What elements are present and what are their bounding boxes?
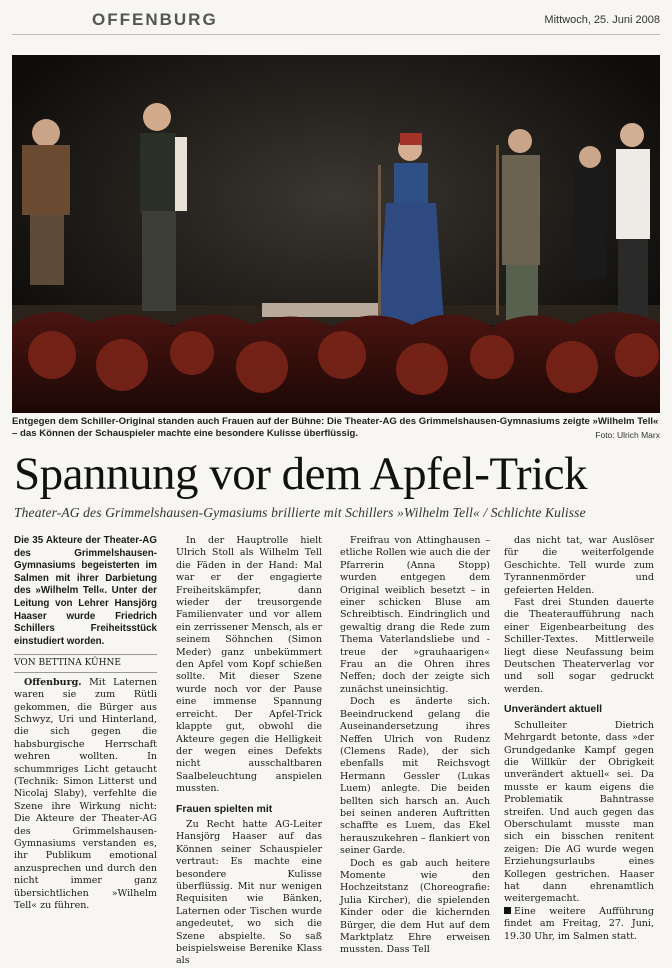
paragraph: Offenburg. Mit Laternen waren sie zum Rütli gekommen, die Bürger aus Schwyz, Uri und Hinterland, die sich gegen die habsburgische Herrschaft wehren wollten. In schummriges Licht getaucht (Technik: Simon Litterst und Nicolaj Slaby), verfehlte die Szene ihre Wirkung nicht: Die Akteure der Theater-AG des Grimmelshausen-Gymnasiums verstanden es, ihr Publikum emotional anzusprechen und durch den nicht immer ganz übersichtlichen »Wilhelm Tell« zu führen.: [14, 676, 157, 912]
article-column-2: [176, 535, 322, 968]
article-column-1: [14, 535, 157, 912]
square-bullet-icon: [504, 907, 511, 914]
dateline: Offenburg.: [24, 676, 82, 688]
paragraph: Fast drei Stunden dauerte die Theateraufführung nach einer Eigenbearbeitung des Schiller-Textes. Mittlerweile liegt diese Neufassung beim Deutschen Theaterverlag vor und soll sogar gedruckt werden.: [504, 597, 654, 695]
paragraph: In der Hauptrolle hielt Ulrich Stoll als Wilhelm Tell die Fäden in der Hand: Mal war er der engagierte Freiheitskämpfer, dann wieder der treusorgende Familienvater und vor allem ein zerrissener Mensch, als er seinem Söhnchen (Simon Meder) ganz unbekümmert den Apfel vom Kopf schießen sollte. Mit dieser Szene wurde noch vor der Pause eine immense Spannung erreicht. Der Apfel-Trick klappte gut, obwohl die Akteure gegen die Helligkeit der wegen eines Defekts nicht ausschaltbaren Saalbeleuchtung anspielen mussten.: [176, 535, 322, 795]
paragraph: das nicht tat, war Auslöser für die weiterfolgende Geschichte. Tell wurde zum Tyrannenmörder und gefeierten Helden.: [504, 535, 654, 596]
photo-caption: Entgegen dem Schiller-Original standen auch Frauen auf der Bühne: Die Theater-AG des Grimmelshausen-Gymnasiums zeigte »Wilhelm Tell« – das Können der Schauspieler machte eine besondere Kulisse überflüssig.: [12, 416, 659, 439]
article-column-4: [504, 535, 654, 943]
paragraph: Doch es änderte sich. Beeindruckend gelang die Auseinandersetzung ihres Neffen Ulrich von Rudenz (Clemens Rade), der sich ebenfalls mit Reichsvogt Hermann Gessler (Lukas Luem) anlegte. Die beiden bellten sich harsch an. Auch bei seinen anderen Auftritten schaffte es Luem, das Ekel herauszukehren – flankiert von seiner Garde.: [340, 696, 490, 857]
subheading: Unverändert aktuell: [504, 703, 603, 716]
stage-scene-illustration: [12, 55, 660, 413]
page-header: [12, 8, 660, 35]
paragraph: Doch es gab auch heitere Momente wie den Hochzeitstanz (Choreografie: Julia Kircher), die spielenden Kinder oder die kichernden Bürger, die dem Hut auf dem Marktplatz Ehre erweisen mussten. Dass Tell: [340, 857, 490, 956]
article-subhead: Theater-AG des Grimmelshausen-Gymasiums brillierte mit Schillers »Wilhelm Tell« / Schlichte Kulisse: [14, 505, 586, 520]
paragraph: Schulleiter Dietrich Mehrgardt betonte, dass »der Grundgedanke Kampf gegen die Willkür der Obrigkeit unverändert aktuell« sei. Da musste er kaum eigens die Problematik Bahntrasse streifen. Und auch gegen das Oberschulamt musste man sich ein bisschen renitent zeigen: Die AG wurde wegen Erziehungsurlaubs eines Kollegen gestrichen. Haaser hat dann ehrenamtlich weitergemacht.: [504, 719, 654, 905]
article-headline: Spannung vor dem Apfel-Trick: [14, 448, 588, 500]
subheading: Frauen spielten mit: [176, 802, 273, 815]
photo-credit: Foto: Ulrich Marx: [595, 430, 660, 440]
article-photo: [12, 55, 660, 413]
article-lead: Die 35 Akteure der Theater-AG des Grimmelshausen-Gymnasiums begeisterten im Salmen mit ihrer Darbietung des »Wilhelm Tell«. Unter der Leitung von Lehrer Hansjörg Haaser wurde Friedrich Schillers Freiheitsstück einstudiert worden.: [14, 535, 157, 647]
section-title: OFFENBURG: [92, 10, 218, 29]
performance-note: Eine weitere Aufführung findet am Freitag, 27. Juni, 19.30 Uhr, im Salmen statt.: [504, 905, 654, 942]
paragraph: Freifrau von Attinghausen – etliche Rollen wie auch die der Pfarrerin (Anna Stopp) wurden entgegen dem Original weiblich besetzt – in einer schicken Bluse am Schreibtisch. Eindringlich und gewaltig drang die Rede zum Thema Vaterlandsliebe und -treue der »grauhaarigen« Frau an die Ohren ihres Neffen; doch der zeigte sich zunächst uneinsichtig.: [340, 535, 490, 695]
paragraph: Zu Recht hatte AG-Leiter Hansjörg Haaser auf das Können seiner Schauspieler vertraut: Es machte eine besondere Kulisse überflüssig. Mit nur wenigen Requisiten wie Bänken, Laternen oder Tischen wurde angedeutet, wo sich die Szene abspielte. So saß beispielsweise Berenike Klass als: [176, 818, 322, 967]
byline: VON BETTINA KÜHNE: [14, 654, 157, 672]
issue-date: Mittwoch, 25. Juni 2008: [544, 14, 660, 26]
article-column-3: [340, 535, 490, 957]
